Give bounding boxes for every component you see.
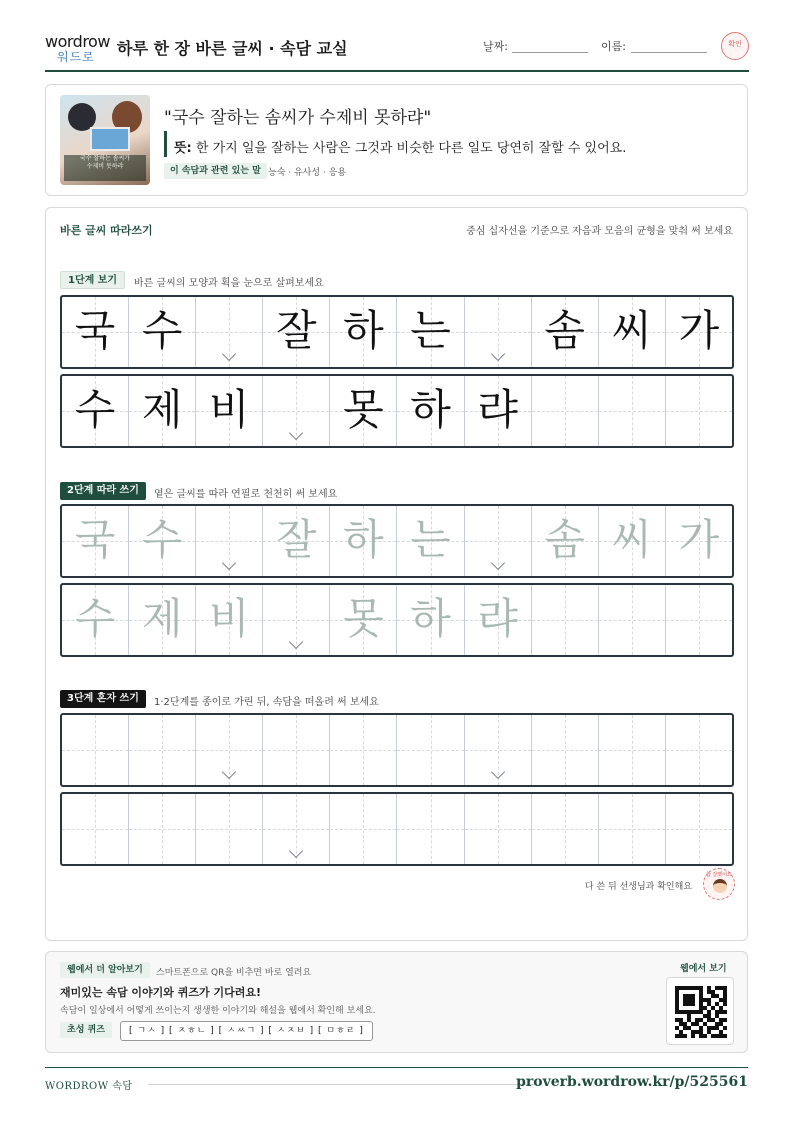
writing-cell bbox=[196, 297, 263, 367]
writing-char: 씨 bbox=[611, 306, 653, 355]
logo-wordmark: wordrow bbox=[45, 32, 110, 51]
illustration-caption bbox=[64, 155, 146, 181]
writing-cell[interactable] bbox=[397, 585, 464, 655]
writing-cell[interactable] bbox=[263, 715, 330, 785]
meaning-label: 뜻: bbox=[174, 141, 192, 156]
writing-char: 는 bbox=[410, 306, 451, 355]
name-label: 이름: bbox=[601, 40, 626, 53]
writing-cell[interactable] bbox=[330, 585, 397, 655]
initial-consonant-quiz: [ ㄱㅅ ] [ ㅈㅎㄴ ] [ ㅅㅆㄱ ] [ ㅅㅈㅂ ] [ ㅁㅎㄹ ] bbox=[120, 1021, 373, 1041]
promo-description: 속담이 일상에서 어떻게 쓰이는지 생생한 이야기와 해설을 웹에서 확인해 보세요. bbox=[60, 1006, 376, 1016]
writing-cell[interactable] bbox=[129, 794, 196, 864]
web-view-label: 웹에서 보기 bbox=[680, 964, 727, 974]
space-mark-icon bbox=[491, 765, 505, 779]
writing-cell[interactable] bbox=[263, 506, 330, 576]
footer-url[interactable]: proverb.wordrow.kr/p/525561 bbox=[516, 1074, 748, 1090]
writing-cell[interactable] bbox=[196, 715, 263, 785]
writing-cell[interactable] bbox=[599, 794, 666, 864]
practice-panel bbox=[45, 207, 748, 941]
qr-code[interactable] bbox=[666, 977, 734, 1045]
writing-cell bbox=[263, 297, 330, 367]
logo-korean: 워드로 bbox=[57, 50, 95, 64]
writing-cell[interactable] bbox=[129, 506, 196, 576]
writing-cell[interactable] bbox=[397, 794, 464, 864]
writing-char: 못 bbox=[343, 594, 384, 643]
writing-char: 솜 bbox=[544, 515, 585, 564]
writing-cell[interactable] bbox=[330, 715, 397, 785]
writing-cell[interactable] bbox=[666, 506, 732, 576]
space-mark-icon bbox=[491, 556, 505, 570]
writing-cell[interactable] bbox=[599, 715, 666, 785]
quiz-tag: 초성 퀴즈 bbox=[60, 1022, 112, 1038]
proverb-meaning bbox=[174, 137, 626, 156]
step2-row1[interactable] bbox=[60, 504, 734, 578]
step1-tag: 1단계 보기 bbox=[60, 271, 125, 289]
qr-code-icon bbox=[675, 986, 727, 1038]
space-mark-icon bbox=[222, 765, 236, 779]
writing-char: 하 bbox=[410, 385, 451, 434]
good-job-stamp-icon bbox=[703, 868, 735, 900]
promo-headline: 재미있는 속담 이야기와 퀴즈가 기다려요! bbox=[60, 986, 261, 999]
footer-brand: WORDROW 속담 bbox=[45, 1081, 133, 1092]
writing-cell bbox=[62, 297, 129, 367]
writing-cell[interactable] bbox=[330, 794, 397, 864]
name-field[interactable] bbox=[631, 52, 707, 53]
related-words: 능숙 · 유사성 · 응용 bbox=[268, 168, 347, 178]
writing-char: 못 bbox=[343, 385, 384, 434]
writing-cell bbox=[330, 376, 397, 446]
writing-char: 씨 bbox=[611, 515, 653, 564]
writing-char: 비 bbox=[208, 385, 250, 434]
writing-char: 랴 bbox=[477, 385, 518, 434]
step2-tag: 2단계 따라 쓰기 bbox=[60, 482, 146, 500]
writing-cell[interactable] bbox=[62, 794, 129, 864]
writing-char: 가 bbox=[678, 306, 720, 355]
writing-cell bbox=[129, 297, 196, 367]
writing-cell bbox=[532, 376, 599, 446]
writing-char: 잘 bbox=[276, 515, 317, 564]
writing-char: 가 bbox=[678, 515, 720, 564]
writing-cell[interactable] bbox=[263, 794, 330, 864]
writing-cell bbox=[666, 376, 732, 446]
proverb-card bbox=[45, 84, 748, 196]
writing-cell[interactable] bbox=[666, 794, 732, 864]
writing-cell bbox=[62, 376, 129, 446]
writing-cell bbox=[532, 297, 599, 367]
page-title: 하루 한 장 바른 글씨 · 속담 교실 bbox=[117, 39, 348, 58]
writing-cell bbox=[330, 297, 397, 367]
promo-subtext: 스마트폰으로 QR을 비추면 바로 열려요 bbox=[156, 968, 312, 978]
space-mark-icon bbox=[289, 426, 303, 440]
writing-char: 랴 bbox=[477, 594, 518, 643]
illustration-caption-line2: 수제비 못하랴 bbox=[86, 163, 124, 170]
writing-cell bbox=[196, 376, 263, 446]
writing-char: 잘 bbox=[276, 306, 317, 355]
writing-cell[interactable] bbox=[666, 715, 732, 785]
meaning-accent-bar bbox=[164, 131, 167, 157]
writing-char: 하 bbox=[343, 306, 384, 355]
space-mark-icon bbox=[289, 844, 303, 858]
writing-cell[interactable] bbox=[397, 506, 464, 576]
writing-cell[interactable] bbox=[62, 585, 129, 655]
writing-cell bbox=[465, 376, 532, 446]
step2-desc: 옅은 글씨를 따라 연필로 천천히 써 보세요 bbox=[154, 489, 338, 500]
proverb-illustration bbox=[60, 95, 150, 185]
writing-cell bbox=[397, 376, 464, 446]
writing-cell[interactable] bbox=[330, 506, 397, 576]
web-promo-box bbox=[45, 951, 748, 1053]
writing-cell[interactable] bbox=[666, 585, 732, 655]
related-words-tag: 이 속담과 관련 있는 말 bbox=[164, 163, 267, 179]
writing-cell[interactable] bbox=[263, 585, 330, 655]
writing-char: 제 bbox=[141, 385, 183, 434]
step3-tag: 3단계 혼자 쓰기 bbox=[60, 690, 146, 708]
illustration-caption-line1: 국수 잘하는 솜씨가 bbox=[79, 155, 131, 162]
writing-cell[interactable] bbox=[196, 506, 263, 576]
writing-cell[interactable] bbox=[196, 794, 263, 864]
space-mark-icon bbox=[491, 347, 505, 361]
writing-char: 수 bbox=[141, 515, 183, 564]
date-field[interactable] bbox=[512, 52, 588, 53]
girl-face-icon bbox=[713, 879, 727, 893]
writing-char: 수 bbox=[141, 306, 183, 355]
writing-cell[interactable] bbox=[196, 585, 263, 655]
writing-cell bbox=[129, 376, 196, 446]
footer-divider bbox=[45, 1067, 748, 1068]
writing-char: 는 bbox=[410, 515, 451, 564]
step3-desc: 1·2단계를 종이로 가린 뒤, 속담을 떠올려 써 보세요 bbox=[154, 697, 379, 708]
writing-cell[interactable] bbox=[397, 715, 464, 785]
good-job-stamp-text: 참 잘했어요 bbox=[706, 872, 732, 878]
step3-row1[interactable] bbox=[60, 713, 734, 787]
writing-cell[interactable] bbox=[532, 794, 599, 864]
practice-hint: 중심 십자선을 기준으로 자음과 모음의 균형을 맞춰 써 보세요 bbox=[466, 226, 733, 237]
writing-char: 하 bbox=[343, 515, 384, 564]
check-stamp-text: 확인 bbox=[728, 40, 742, 48]
writing-cell bbox=[263, 376, 330, 446]
step1-desc: 바른 글씨의 모양과 획을 눈으로 살펴보세요 bbox=[134, 278, 324, 289]
writing-char: 국 bbox=[74, 515, 116, 564]
writing-cell[interactable] bbox=[465, 506, 532, 576]
meaning-text: 한 가지 일을 잘하는 사람은 그것과 비슷한 다른 일도 당연히 잘할 수 있어요. bbox=[195, 141, 627, 156]
writing-cell bbox=[397, 297, 464, 367]
promo-tag: 웹에서 더 알아보기 bbox=[60, 962, 150, 978]
writing-cell[interactable] bbox=[532, 715, 599, 785]
writing-cell[interactable] bbox=[129, 715, 196, 785]
footer-rule bbox=[148, 1084, 540, 1085]
writing-cell bbox=[599, 376, 666, 446]
space-mark-icon bbox=[222, 556, 236, 570]
writing-cell[interactable] bbox=[599, 506, 666, 576]
practice-title: 바른 글씨 따라쓰기 bbox=[60, 224, 153, 237]
writing-char: 하 bbox=[410, 594, 451, 643]
writing-char: 비 bbox=[208, 594, 250, 643]
date-label: 날짜: bbox=[483, 40, 508, 53]
writing-char: 수 bbox=[74, 594, 116, 643]
teacher-check-text: 다 쓴 뒤 선생님과 확인해요 bbox=[584, 882, 692, 892]
proverb-title: "국수 잘하는 솜씨가 수제비 못하랴" bbox=[164, 108, 432, 128]
writing-char: 솜 bbox=[544, 306, 585, 355]
writing-cell[interactable] bbox=[465, 585, 532, 655]
step1-row1 bbox=[60, 295, 734, 369]
writing-cell bbox=[465, 297, 532, 367]
writing-cell[interactable] bbox=[532, 585, 599, 655]
writing-cell[interactable] bbox=[465, 794, 532, 864]
writing-char: 국 bbox=[74, 306, 116, 355]
writing-char: 제 bbox=[141, 594, 183, 643]
check-stamp-icon bbox=[721, 32, 749, 60]
space-mark-icon bbox=[289, 635, 303, 649]
writing-cell[interactable] bbox=[465, 715, 532, 785]
page-header bbox=[45, 28, 749, 72]
illustration-tablet bbox=[90, 127, 130, 151]
writing-cell[interactable] bbox=[129, 585, 196, 655]
writing-cell bbox=[666, 297, 732, 367]
space-mark-icon bbox=[222, 347, 236, 361]
writing-cell[interactable] bbox=[599, 585, 666, 655]
writing-char: 수 bbox=[74, 385, 116, 434]
writing-cell[interactable] bbox=[62, 715, 129, 785]
writing-cell[interactable] bbox=[62, 506, 129, 576]
step2-row2[interactable] bbox=[60, 583, 734, 657]
writing-cell[interactable] bbox=[532, 506, 599, 576]
step1-row2 bbox=[60, 374, 734, 448]
writing-cell bbox=[599, 297, 666, 367]
wordrow-logo bbox=[45, 34, 109, 64]
step3-row2[interactable] bbox=[60, 792, 734, 866]
